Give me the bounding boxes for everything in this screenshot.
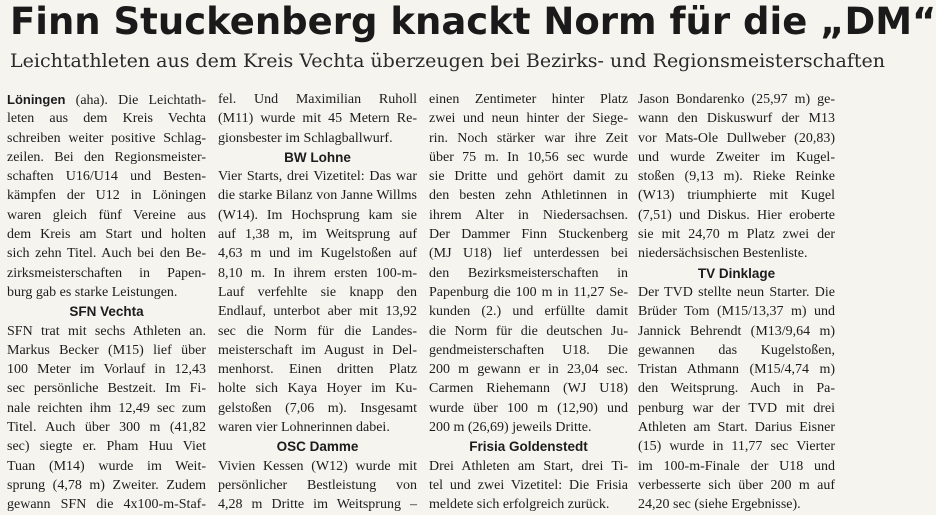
- text-line: [429, 264, 628, 283]
- line-text: sec die Norm für die Landes-: [218, 323, 417, 339]
- line-text: holte sich Kaya Hoyer im Ku-: [218, 381, 417, 397]
- text-line: [638, 495, 835, 514]
- text-line: [429, 399, 628, 418]
- text-line: [429, 186, 628, 205]
- line-text: gendmeisterschaften U18. Die: [429, 342, 628, 358]
- line-text: kunden (2.) und erfüllte damit: [429, 304, 628, 320]
- line-text: meldete sich erfolgreich zurück.: [429, 497, 610, 513]
- section-heading: [429, 437, 628, 456]
- line-text: SFN Vechta: [69, 304, 144, 320]
- text-line: [638, 244, 835, 263]
- line-text: zeilen. Bei den Regionsmeister-: [7, 149, 206, 165]
- line-text: gelstoßen (7,06 m). Insgesamt: [218, 400, 417, 416]
- text-line: [638, 360, 835, 379]
- line-text: sie Dritte und gehört damit zu: [429, 169, 628, 185]
- text-line: [218, 341, 417, 360]
- line-text: sich zehn Titel. Auch bei den Be-: [7, 246, 206, 262]
- text-line: [218, 457, 417, 476]
- line-text: OSC Damme: [276, 439, 359, 455]
- line-text: 200 m (26,69) jeweils Dritte.: [429, 420, 592, 436]
- text-line: [429, 322, 628, 341]
- text-line: [218, 399, 417, 418]
- dateline-location: Löningen: [7, 92, 66, 107]
- line-text: 200 m gewann er in 23,04 sec.: [429, 362, 628, 378]
- line-text: Papenburg die 100 m in 11,27 Se-: [429, 284, 628, 300]
- line-text: 4,63 m und im Kugelstoßen auf: [218, 246, 417, 262]
- text-line: [218, 322, 417, 341]
- line-text: Der TVD stellte neun Starter. Die: [638, 284, 835, 300]
- text-line: [429, 225, 628, 244]
- text-line: [7, 264, 206, 283]
- text-line: [429, 129, 628, 148]
- text-line: [7, 148, 206, 167]
- line-text: 100 Meter im Vorlauf in 12,43: [7, 362, 206, 378]
- text-line: [218, 90, 417, 109]
- line-text: und wurde Zweiter im Kugel-: [638, 149, 835, 165]
- text-line: [638, 399, 835, 418]
- article-column-3: [429, 90, 628, 515]
- text-line: [7, 379, 206, 398]
- text-line: [429, 283, 628, 302]
- line-text: Tristan Athmann (M15/4,74 m): [638, 362, 835, 378]
- article-column-2: [218, 90, 417, 515]
- text-line: [429, 360, 628, 379]
- text-line: [7, 341, 206, 360]
- text-line: [638, 379, 835, 398]
- line-text: sec) siegte er. Pham Huu Viet: [7, 439, 206, 455]
- line-text: (7,51) und Diskus. Hier eroberte: [638, 207, 835, 223]
- text-line: [638, 206, 835, 225]
- line-text: Jannick Behrendt (M13/9,64 m): [638, 323, 835, 339]
- line-text: schaften U16/U14 und Besten-: [7, 169, 206, 185]
- line-text: ihrem Alter in Niedersachsen.: [429, 207, 628, 223]
- line-text: Titel. Auch über 300 m (41,82: [7, 420, 206, 436]
- text-line: [218, 129, 417, 148]
- line-text: wurde über 100 m (12,90) und: [429, 400, 628, 416]
- line-text: verbesserte sich über 200 m auf: [638, 477, 835, 493]
- line-text: (aha). Die Leichtath-: [65, 93, 206, 108]
- text-line: [218, 264, 417, 283]
- text-line: [638, 457, 835, 476]
- line-text: (15) wurde in 11,77 sec Vierter: [638, 439, 835, 455]
- line-text: BW Lohne: [284, 149, 351, 165]
- text-line: [7, 476, 206, 495]
- line-text: (W13) triumphierte mit Kugel: [638, 188, 835, 204]
- line-text: kämpfen der U12 in Löningen: [7, 188, 206, 204]
- line-text: dem Kreis am Start und holten: [7, 227, 206, 243]
- text-line: [218, 283, 417, 302]
- text-line: [7, 437, 206, 456]
- line-text: die Norm für die deutschen Ju-: [429, 323, 628, 339]
- line-text: gionsbester im Schlagballwurf.: [218, 130, 393, 146]
- text-line: [429, 167, 628, 186]
- line-text: gewann SFN die 4x100-m-Staf-: [7, 497, 206, 513]
- line-text: 4,28 m Dritte im Weitsprung –: [218, 497, 417, 513]
- line-text: sec persönliche Bestzeit. Im Fi-: [7, 381, 206, 397]
- line-text: meisterschaft im August in Del-: [218, 342, 417, 358]
- text-line: [638, 476, 835, 495]
- line-text: einen Zentimeter hinter Platz: [429, 92, 628, 107]
- line-text: wann den Diskuswurf der M13: [638, 111, 835, 127]
- text-line: [638, 167, 835, 186]
- line-text: TV Dinklage: [697, 265, 776, 281]
- text-line: [638, 186, 835, 205]
- text-line: [638, 418, 835, 437]
- subheadline: Leichtathleten aus dem Kreis Vechta überzeugen bei Bezirks- und Regionsmeisterschaften: [10, 50, 886, 72]
- line-text: zwei und neun hinter der Siege-: [429, 111, 628, 127]
- line-text: schreiben weiter positive Schlag-: [7, 130, 206, 146]
- text-line: [429, 418, 628, 437]
- text-line: [218, 302, 417, 321]
- line-text: Jason Bondarenko (25,97 m) ge-: [638, 92, 835, 107]
- text-line: [7, 495, 206, 514]
- line-text: den besten zehn Athletinnen in: [429, 188, 628, 204]
- text-line: [638, 129, 835, 148]
- line-text: (W14). Im Hochsprung kam sie: [218, 207, 417, 223]
- text-line: [429, 148, 628, 167]
- text-line: [7, 283, 206, 302]
- text-line: [7, 167, 206, 186]
- text-line: [7, 457, 206, 476]
- article-column-4: [638, 90, 835, 515]
- line-text: sie mit 24,70 m Platz zwei der: [638, 227, 835, 243]
- section-heading: [218, 148, 417, 167]
- line-text: im 100-m-Finale der U18 und: [638, 458, 835, 474]
- section-heading: [638, 264, 835, 283]
- text-line: [7, 360, 206, 379]
- text-line: [429, 379, 628, 398]
- line-text: stoßen (9,13 m). Rieke Reinke: [638, 169, 835, 185]
- text-line: [218, 360, 417, 379]
- text-line: [638, 148, 835, 167]
- line-text: persönlicher Bestleistung von: [218, 477, 417, 493]
- line-text: Lauf verfehlte sie knapp den: [218, 284, 417, 300]
- line-text: fel. Und Maximilian Ruholl: [218, 92, 417, 107]
- line-text: auf 1,38 m, im Weitsprung auf: [218, 227, 417, 243]
- line-text: vor Mats-Ole Dullweber (20,83): [638, 130, 835, 146]
- text-line: [218, 109, 417, 128]
- line-text: gewannen das Kugelstoßen,: [638, 342, 835, 358]
- text-line: [218, 495, 417, 514]
- text-line: [429, 90, 628, 109]
- text-line: [7, 90, 206, 109]
- text-line: [638, 109, 835, 128]
- text-line: [218, 244, 417, 263]
- line-text: Der Dammer Finn Stuckenberg: [429, 227, 628, 243]
- line-text: den Bezirksmeisterschaften in: [429, 265, 628, 281]
- text-line: [7, 206, 206, 225]
- line-text: waren gleich fünf Vereine aus: [7, 207, 206, 223]
- line-text: zirksmeisterschaften in Papen-: [7, 265, 206, 281]
- text-line: [638, 341, 835, 360]
- text-line: [7, 399, 206, 418]
- text-line: [218, 225, 417, 244]
- text-line: [429, 109, 628, 128]
- line-text: SFN trat mit sechs Athleten an.: [7, 323, 206, 339]
- line-text: niedersächsischen Bestenliste.: [638, 246, 808, 262]
- text-line: [638, 90, 835, 109]
- text-line: [7, 322, 206, 341]
- line-text: burg gab es starke Leistungen.: [7, 284, 178, 300]
- line-text: über 75 m. In 10,56 sec wurde: [429, 149, 628, 165]
- line-text: waren vier Lohnerinnen dabei.: [218, 420, 390, 436]
- line-text: penburg war der TVD mit drei: [638, 400, 835, 416]
- line-text: Brüder Tom (M15/13,37 m) und: [638, 304, 835, 320]
- text-line: [429, 476, 628, 495]
- text-line: [638, 437, 835, 456]
- text-line: [218, 206, 417, 225]
- text-line: [429, 302, 628, 321]
- text-line: [429, 341, 628, 360]
- line-text: Markus Becker (M15) lief über: [7, 342, 206, 358]
- text-line: [638, 283, 835, 302]
- line-text: Athleten am Start. Darius Eisner: [638, 420, 835, 436]
- article-column-1: [7, 90, 206, 515]
- text-line: [7, 225, 206, 244]
- line-text: 24,20 sec (siehe Ergebnisse).: [638, 497, 801, 513]
- section-heading: [7, 302, 206, 321]
- text-line: [218, 167, 417, 186]
- text-line: [7, 129, 206, 148]
- line-text: rin. Noch stärker war ihre Zeit: [429, 130, 628, 146]
- line-text: tel und zwei Vizetitel: Die Frisia: [429, 477, 628, 493]
- text-line: [638, 225, 835, 244]
- text-line: [429, 495, 628, 514]
- section-heading: [218, 437, 417, 456]
- text-line: [218, 379, 417, 398]
- line-text: die starke Bilanz von Janne Willms: [218, 188, 417, 204]
- text-line: [7, 244, 206, 263]
- text-line: [218, 476, 417, 495]
- text-line: [218, 186, 417, 205]
- line-text: menhorst. Einen dritten Platz: [218, 362, 417, 378]
- line-text: 8,10 m. In ihrem ersten 100-m-: [218, 265, 417, 281]
- line-text: Vier Starts, drei Vizetitel: Das war: [218, 169, 417, 185]
- text-line: [429, 206, 628, 225]
- line-text: Tuan (M14) wurde im Weit-: [7, 458, 206, 474]
- line-text: (M11) wurde mit 45 Metern Re-: [218, 111, 417, 127]
- text-line: [7, 186, 206, 205]
- line-text: Endlauf, unterbot aber mit 13,92: [218, 304, 417, 320]
- text-line: [7, 109, 206, 128]
- text-line: [429, 244, 628, 263]
- line-text: Vivien Kessen (W12) wurde mit: [218, 458, 417, 474]
- line-text: den Weitsprung. Auch in Pa-: [638, 381, 835, 397]
- line-text: (MJ U18) lief unterdessen bei: [429, 246, 628, 262]
- text-line: [429, 457, 628, 476]
- line-text: Frisia Goldenstedt: [469, 439, 588, 455]
- line-text: sprung (4,78 m) Zweiter. Zudem: [7, 477, 206, 493]
- text-line: [638, 302, 835, 321]
- line-text: Carmen Riehemann (WJ U18): [429, 381, 628, 397]
- line-text: leten aus dem Kreis Vechta: [7, 111, 206, 127]
- text-line: [638, 322, 835, 341]
- line-text: Drei Athleten am Start, drei Ti-: [429, 458, 628, 474]
- text-line: [218, 418, 417, 437]
- headline: Finn Stuckenberg knackt Norm für die „DM“: [10, 0, 936, 43]
- line-text: nale reichten ihm 12,49 sec zum: [7, 400, 206, 416]
- text-line: [7, 418, 206, 437]
